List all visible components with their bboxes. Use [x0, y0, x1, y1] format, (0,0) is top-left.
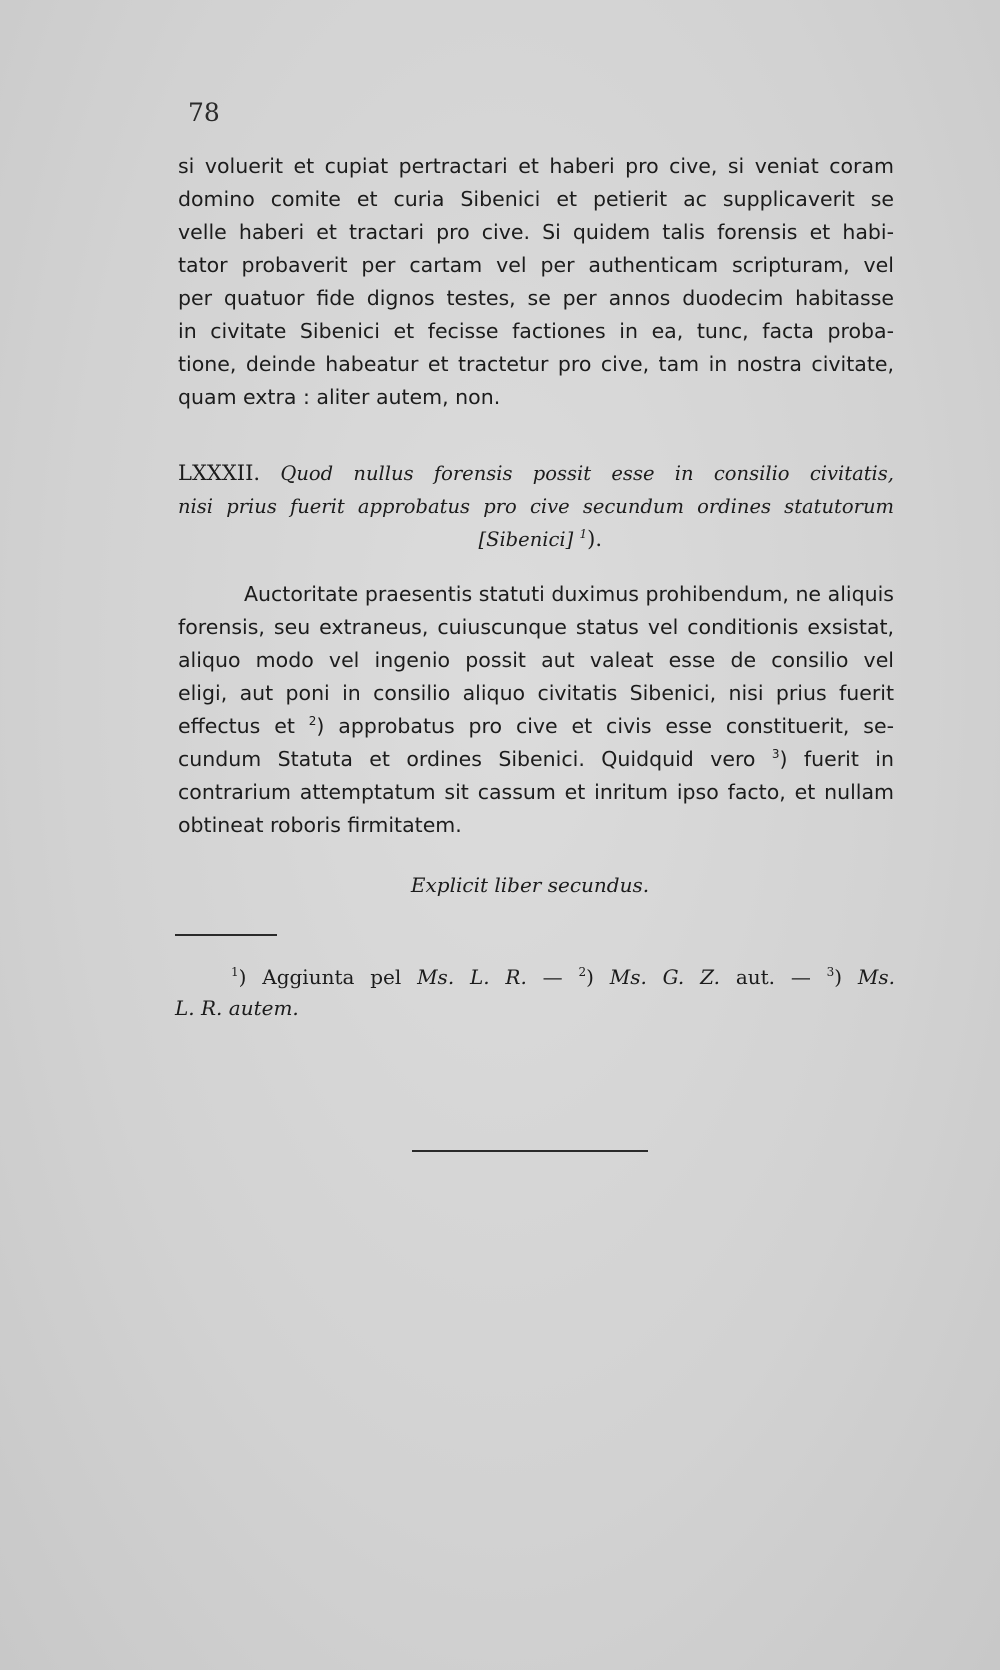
- footnote-source: Ms. L. R.: [417, 965, 527, 989]
- footnote-ref: 1: [579, 527, 588, 541]
- paragraph-1: [178, 150, 894, 414]
- text-line: tione, deinde habeatur et tractetur pro cive, tam in nostra civitate,: [178, 352, 894, 376]
- footnote-line: L. R. autem.: [175, 996, 299, 1020]
- page-number: 78: [188, 98, 220, 127]
- footnote-marker: 2: [578, 965, 587, 979]
- heading-suffix: ).: [587, 527, 602, 551]
- footnote-text: aut. —: [735, 965, 811, 989]
- heading-line: Quod nullus forensis possit esse in consilio civitatis,: [280, 462, 894, 485]
- text-line: forensis, seu extraneus, cuiuscunque status vel conditionis exsistat,: [178, 615, 894, 639]
- text-line: quam extra : aliter autem, non.: [178, 385, 501, 409]
- heading-line: [Sibenici]: [478, 528, 574, 551]
- footnote-separator: [175, 934, 277, 936]
- text-line: in civitate Sibenici et fecisse factiones in ea, tunc, facta proba-: [178, 319, 894, 343]
- text-line: si voluerit et cupiat pertractari et haberi pro cive, si veniat coram: [178, 154, 894, 178]
- text-line: tator probaverit per cartam vel per authenticam scripturam, vel: [178, 253, 894, 277]
- text-line: eligi, aut poni in consilio aliquo civitatis Sibenici, nisi prius fuerit: [178, 681, 894, 705]
- text-line: aliquo modo vel ingenio possit aut valeat esse de consilio vel: [178, 648, 894, 672]
- footnote-source: Ms.: [857, 965, 896, 989]
- text-fragment: cundum Statuta et ordines Sibenici. Quidquid vero: [178, 747, 756, 771]
- text-line: Auctoritate praesentis statuti duximus prohibendum, ne aliquis: [244, 582, 894, 606]
- text-fragment: effectus et: [178, 714, 295, 738]
- footnote-marker: 1: [231, 965, 239, 979]
- text-line: per quatuor fide dignos testes, se per annos duodecim habitasse: [178, 286, 894, 310]
- text-fragment: ) fuerit in: [779, 747, 894, 771]
- footnote-line: [175, 962, 895, 993]
- footnote-marker: 3: [826, 965, 835, 979]
- end-rule: [412, 1150, 648, 1152]
- footnotes: [175, 962, 895, 1024]
- paragraph-2: [178, 578, 894, 842]
- chapter-number: LXXXII.: [178, 461, 261, 485]
- footnote-dash: —: [542, 965, 563, 989]
- footnote-ref: 3: [771, 747, 780, 761]
- text-fragment: ) approbatus pro cive et civis esse constituerit, se-: [316, 714, 894, 738]
- heading-line: nisi prius fuerit approbatus pro cive secundum ordines statutorum: [178, 495, 894, 518]
- text-line: [178, 710, 894, 743]
- footnote-ref: 2: [308, 714, 317, 728]
- footnote-source: Ms. G. Z.: [609, 965, 720, 989]
- footnote-text: ): [586, 965, 594, 989]
- text-line: domino comite et curia Sibenici et petierit ac supplicaverit se: [178, 187, 894, 211]
- text-line: obtineat roboris firmitatem.: [178, 813, 462, 837]
- explicit-line: Explicit liber secundus.: [410, 873, 650, 897]
- text-line: contrarium attemptatum sit cassum et inritum ipso facto, et nullam: [178, 780, 894, 804]
- chapter-heading: [178, 457, 894, 556]
- text-line: [178, 743, 894, 776]
- footnote-text: ): [834, 965, 843, 989]
- text-line: velle haberi et tractari pro cive. Si quidem talis forensis et habi-: [178, 220, 894, 244]
- footnote-text: ) Aggiunta pel: [238, 965, 402, 989]
